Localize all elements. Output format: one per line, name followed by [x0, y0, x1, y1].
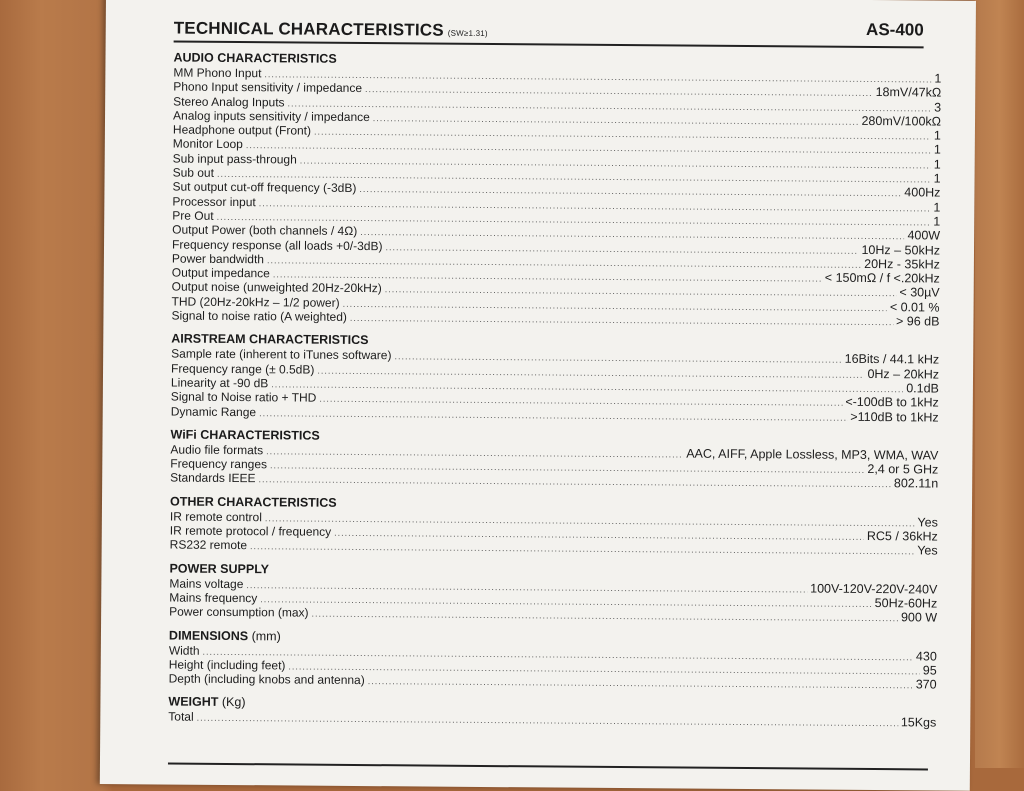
spec-value: 50Hz-60Hz	[874, 595, 938, 611]
spec-value: 1	[933, 214, 941, 229]
software-version-note: (SW≥1.31)	[447, 28, 488, 38]
wooden-table-right	[975, 0, 1024, 768]
dot-leader	[197, 711, 898, 731]
spec-value: AAC, AIFF, Apple Lossless, MP3, WMA, WAV	[686, 446, 939, 463]
spec-content	[168, 51, 941, 740]
spec-label: Audio file formats	[170, 442, 264, 458]
spec-value: >110dB to 1kHz	[850, 409, 939, 425]
dot-leader	[350, 311, 893, 330]
spec-value: Yes	[917, 543, 938, 558]
spec-value: 16Bits / 44.1 kHz	[844, 352, 940, 367]
spec-label: Mains frequency	[169, 590, 258, 606]
spec-section	[169, 561, 937, 625]
section-title-text: DIMENSIONS	[168, 628, 249, 643]
spec-label: Mains voltage	[169, 576, 244, 591]
section-unit: (Kg)	[221, 695, 246, 710]
section-title-text: WEIGHT	[168, 694, 219, 710]
spec-label: Frequency ranges	[170, 456, 268, 472]
spec-value: Yes	[917, 515, 938, 530]
header-rule	[174, 41, 924, 49]
spec-label: Linearity at -90 dB	[170, 375, 269, 391]
spec-value: 0.1dB	[906, 381, 939, 396]
spec-section	[171, 51, 941, 329]
footer-rule	[168, 763, 928, 771]
spec-label: Signal to Noise ratio + THD	[170, 389, 317, 405]
spec-value: 370	[915, 677, 937, 692]
spec-value: 15Kgs	[900, 715, 937, 730]
spec-value: 430	[915, 648, 937, 664]
spec-section	[170, 494, 938, 558]
spec-label: Total	[168, 709, 194, 725]
spec-label: Sut output cut-off frequency (-3dB)	[172, 179, 357, 196]
spec-label: Power bandwidth	[171, 251, 265, 267]
section-title-text: AUDIO CHARACTERISTICS	[173, 50, 337, 66]
spec-value: <-100dB to 1kHz	[845, 395, 939, 410]
spec-value: 900 W	[900, 610, 938, 625]
spec-label: Depth (including knobs and antenna)	[168, 671, 365, 688]
spec-section	[170, 427, 938, 491]
section-title-text: POWER SUPPLY	[169, 561, 270, 576]
spec-value: 18mV/47kΩ	[875, 85, 942, 100]
spec-value: 400W	[907, 228, 941, 243]
spec-label: Sample rate (inherent to iTunes software)	[171, 346, 392, 363]
spec-value: 1	[933, 200, 941, 215]
spec-label: Output noise (unweighted 20Hz-20kHz)	[171, 279, 382, 296]
spec-value: 1	[934, 71, 942, 86]
spec-value: 95	[922, 663, 937, 678]
spec-label: Height (including feet)	[168, 657, 286, 673]
spec-value: < 0.01 %	[889, 299, 940, 315]
spec-value: RC5 / 36kHz	[866, 529, 938, 544]
spec-label: Analog inputs sensitivity / impedance	[172, 108, 370, 124]
spec-value: 1	[933, 157, 941, 172]
spec-sheet-page	[100, 0, 976, 791]
spec-label: MM Phono Input	[173, 65, 262, 81]
spec-value: 20Hz - 35kHz	[864, 256, 940, 272]
spec-label: Dynamic Range	[170, 404, 257, 419]
spec-label: THD (20Hz-20kHz – 1/2 power)	[171, 294, 340, 310]
spec-label: Pre Out	[172, 208, 214, 223]
spec-value: 100V-120V-220V-240V	[810, 581, 938, 597]
dot-leader	[368, 674, 913, 693]
spec-value: > 96 dB	[895, 314, 940, 329]
spec-label: Standards IEEE	[170, 470, 256, 486]
spec-label: Signal to noise ratio (A weighted)	[171, 308, 347, 324]
section-title-text: AIRSTREAM CHARACTERISTICS	[171, 331, 369, 348]
spec-value: 400Hz	[904, 185, 941, 200]
spec-label: Headphone output (Front)	[172, 122, 312, 138]
spec-label: Output impedance	[171, 265, 270, 281]
section-title-text: WiFi CHARACTERISTICS	[170, 427, 320, 443]
spec-label: IR remote control	[169, 509, 262, 524]
page-header	[174, 15, 924, 51]
spec-label: Phono Input sensitivity / impedance	[173, 79, 363, 96]
spec-label: Frequency response (all loads +0/-3dB)	[171, 237, 383, 253]
model-number: AS-400	[866, 19, 924, 40]
spec-label: IR remote protocol / frequency	[169, 523, 332, 539]
section-title-text: OTHER CHARACTERISTICS	[169, 494, 337, 510]
spec-label: Sub input pass-through	[172, 151, 297, 167]
spec-label: Frequency range (± 0.5dB)	[171, 361, 315, 377]
spec-value: 1	[933, 171, 941, 186]
spec-label: Sub out	[172, 165, 215, 180]
spec-value: < 30µV	[899, 285, 940, 301]
spec-label: RS232 remote	[169, 537, 248, 553]
spec-label: Power consumption (max)	[169, 604, 309, 620]
spec-label: Stereo Analog Inputs	[173, 94, 285, 109]
spec-section	[171, 332, 940, 425]
spec-label: Monitor Loop	[172, 137, 243, 152]
spec-section	[168, 695, 936, 730]
spec-label: Output Power (both channels / 4Ω)	[172, 222, 358, 239]
section-unit: (mm)	[251, 628, 281, 643]
spec-value: < 150mΩ / f <.20kHz	[824, 270, 940, 286]
spec-section	[169, 628, 937, 692]
spec-value: 1	[933, 142, 941, 158]
spec-value: 2,4 or 5 GHz	[867, 462, 939, 477]
spec-value: 10Hz – 50kHz	[861, 242, 941, 258]
spec-value: 280mV/100kΩ	[861, 113, 942, 129]
spec-label: Width	[168, 643, 200, 658]
spec-value: 1	[933, 128, 941, 143]
page-title: TECHNICAL CHARACTERISTICS (SW≥1.31)	[173, 18, 488, 40]
spec-value: 802.11n	[893, 476, 939, 491]
spec-label: Processor input	[172, 194, 256, 209]
spec-value: 3	[934, 100, 942, 115]
spec-value: 0Hz – 20kHz	[867, 366, 940, 382]
